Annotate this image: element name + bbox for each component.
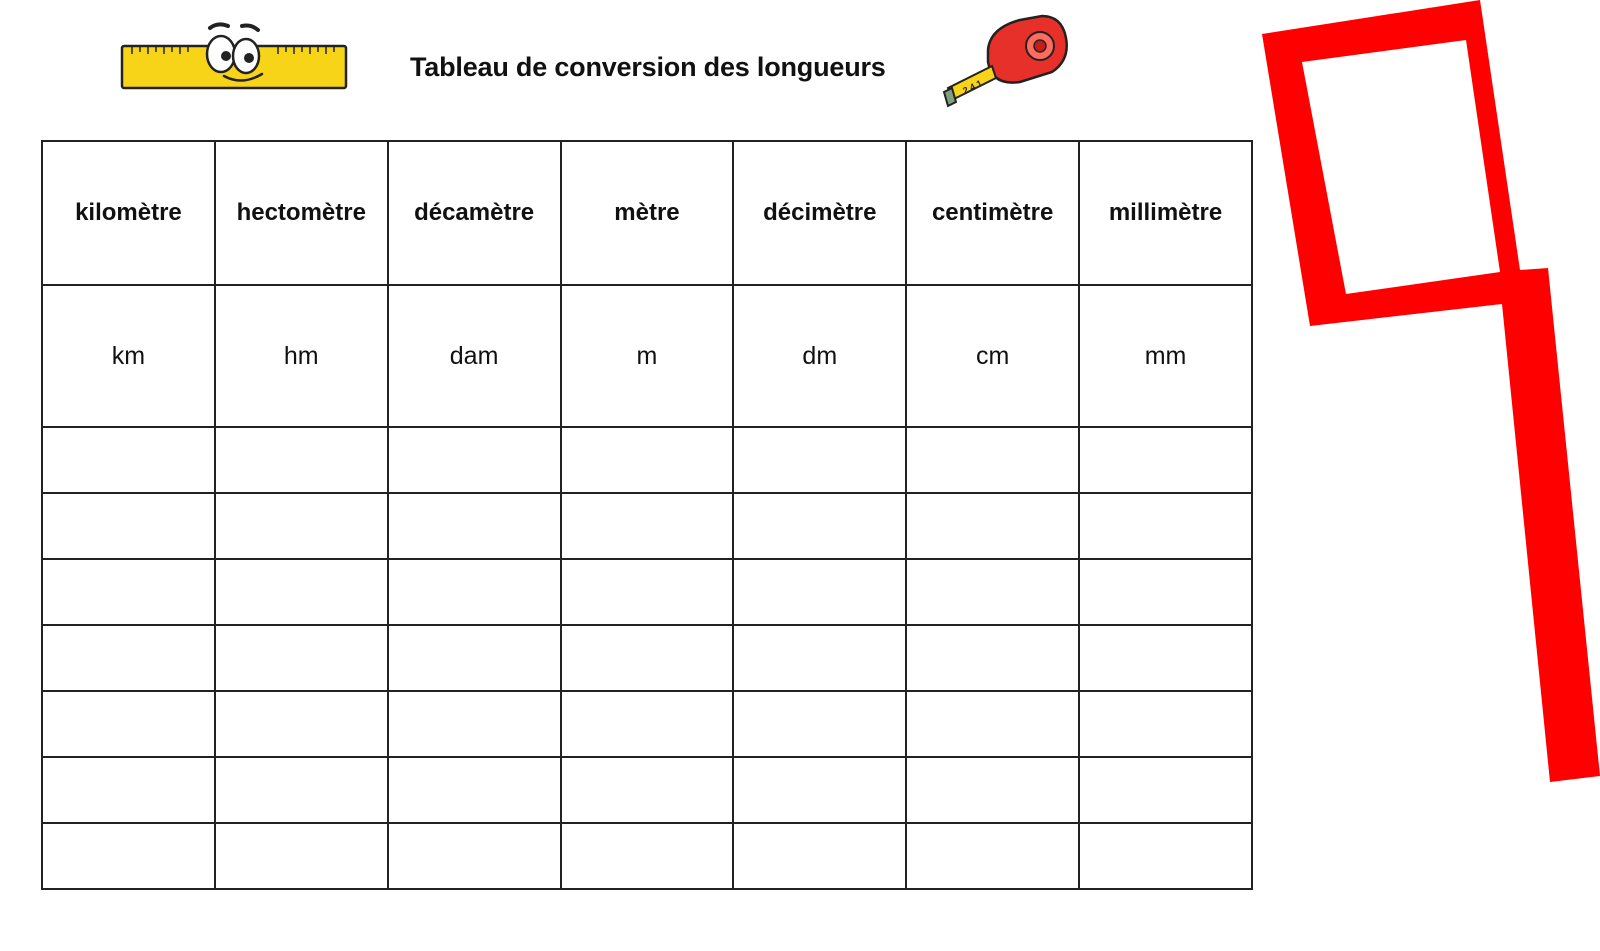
abbr-hm: hm [215, 285, 388, 427]
empty-cell[interactable] [733, 757, 906, 823]
header-hectometre: hectomètre [215, 141, 388, 285]
empty-cell[interactable] [906, 823, 1079, 889]
empty-cell[interactable] [42, 493, 215, 559]
header-millimetre: millimètre [1079, 141, 1252, 285]
tape-measure-icon [940, 10, 1080, 114]
empty-cell[interactable] [1079, 493, 1252, 559]
empty-cell[interactable] [215, 823, 388, 889]
abbr-dam: dam [388, 285, 561, 427]
conversion-table [41, 140, 1253, 890]
empty-cell[interactable] [388, 625, 561, 691]
empty-row [42, 427, 1252, 493]
empty-cell[interactable] [906, 559, 1079, 625]
empty-cell[interactable] [215, 493, 388, 559]
empty-row [42, 559, 1252, 625]
page-title: Tableau de conversion des longueurs [410, 52, 886, 82]
empty-cell[interactable] [906, 493, 1079, 559]
empty-cell[interactable] [561, 823, 734, 889]
empty-cell[interactable] [733, 493, 906, 559]
red-bracket-shape [1262, 0, 1600, 800]
header-decimetre: décimètre [733, 141, 906, 285]
empty-cell[interactable] [388, 823, 561, 889]
empty-row [42, 493, 1252, 559]
smiling-ruler-icon [118, 16, 350, 96]
empty-row [42, 625, 1252, 691]
header-decametre: décamètre [388, 141, 561, 285]
empty-cell[interactable] [215, 559, 388, 625]
empty-cell[interactable] [42, 427, 215, 493]
abbr-dm: dm [733, 285, 906, 427]
empty-cell[interactable] [733, 691, 906, 757]
header-centimetre: centimètre [906, 141, 1079, 285]
empty-cell[interactable] [215, 427, 388, 493]
empty-row [42, 691, 1252, 757]
abbr-m: m [561, 285, 734, 427]
empty-cell[interactable] [42, 757, 215, 823]
tape-marking: 2 4 1 [961, 78, 984, 96]
abbr-km: km [42, 285, 215, 427]
empty-row [42, 757, 1252, 823]
empty-cell[interactable] [1079, 691, 1252, 757]
empty-cell[interactable] [388, 757, 561, 823]
empty-cell[interactable] [906, 625, 1079, 691]
empty-cell[interactable] [42, 691, 215, 757]
empty-cell[interactable] [388, 559, 561, 625]
empty-cell[interactable] [561, 757, 734, 823]
empty-cell[interactable] [906, 427, 1079, 493]
empty-cell[interactable] [42, 625, 215, 691]
empty-cell[interactable] [1079, 427, 1252, 493]
empty-cell[interactable] [215, 625, 388, 691]
empty-row [42, 823, 1252, 889]
empty-cell[interactable] [215, 691, 388, 757]
header-metre: mètre [561, 141, 734, 285]
empty-cell[interactable] [1079, 823, 1252, 889]
empty-cell[interactable] [906, 757, 1079, 823]
empty-cell[interactable] [733, 625, 906, 691]
empty-cell[interactable] [1079, 559, 1252, 625]
unit-abbr-row [42, 285, 1252, 427]
empty-cell[interactable] [388, 427, 561, 493]
abbr-cm: cm [906, 285, 1079, 427]
empty-cell[interactable] [42, 559, 215, 625]
unit-name-row [42, 141, 1252, 285]
empty-cell[interactable] [733, 559, 906, 625]
empty-cell[interactable] [906, 691, 1079, 757]
empty-cell[interactable] [1079, 625, 1252, 691]
abbr-mm: mm [1079, 285, 1252, 427]
empty-cell[interactable] [561, 625, 734, 691]
empty-cell[interactable] [561, 691, 734, 757]
header-kilometre: kilomètre [42, 141, 215, 285]
empty-cell[interactable] [561, 427, 734, 493]
empty-cell[interactable] [388, 493, 561, 559]
empty-cell[interactable] [42, 823, 215, 889]
empty-cell[interactable] [733, 427, 906, 493]
empty-cell[interactable] [561, 493, 734, 559]
empty-cell[interactable] [733, 823, 906, 889]
empty-cell[interactable] [215, 757, 388, 823]
empty-cell[interactable] [1079, 757, 1252, 823]
empty-cell[interactable] [388, 691, 561, 757]
empty-cell[interactable] [561, 559, 734, 625]
